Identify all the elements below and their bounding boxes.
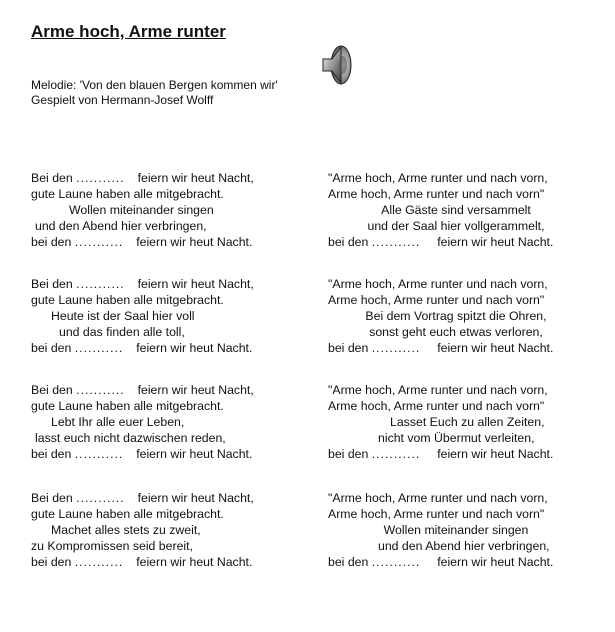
- verse-line: Bei dem Vortrag spitzt die Ohren,: [365, 309, 547, 323]
- verse-line: Arme hoch, Arme runter und nach vorn": [328, 187, 545, 201]
- verse-line: Lebt Ihr alle euer Leben,: [51, 415, 185, 429]
- played-by-line: Gespielt von Hermann-Josef Wolff: [31, 93, 214, 107]
- verse-line: sonst geht euch etwas verloren,: [369, 325, 543, 339]
- verse-line: nicht vom Übermut verleiten,: [378, 431, 535, 445]
- verse-line: lasst euch nicht dazwischen reden,: [35, 431, 226, 445]
- verse-line: "Arme hoch, Arme runter und nach vorn,: [328, 277, 548, 291]
- verse-line: "Arme hoch, Arme runter und nach vorn,: [328, 491, 548, 505]
- verse-line: "Arme hoch, Arme runter und nach vorn,: [328, 171, 548, 185]
- verse-line: Lasset Euch zu allen Zeiten,: [390, 415, 545, 429]
- verse-line: Arme hoch, Arme runter und nach vorn": [328, 399, 545, 413]
- verse-right-3: [328, 382, 584, 462]
- verse-line: bei den ........... feiern wir heut Nacht.: [31, 555, 253, 569]
- verse-line: und der Saal hier vollgerammelt,: [367, 219, 545, 233]
- verse-line: gute Laune haben alle mitgebracht.: [31, 399, 224, 413]
- verse-line: Alle Gäste sind versammelt: [381, 203, 531, 217]
- verse-line: und den Abend hier verbringen,: [378, 539, 550, 553]
- verse-line: bei den ........... feiern wir heut Nacht.: [328, 341, 554, 355]
- song-meta: [31, 78, 278, 108]
- verse-left-2: [31, 276, 281, 356]
- verse-line: bei den ........... feiern wir heut Nacht.: [328, 235, 554, 249]
- verse-line: Heute ist der Saal hier voll: [51, 309, 195, 323]
- verse-line: bei den ........... feiern wir heut Nacht.: [31, 447, 253, 461]
- verse-line: und das finden alle toll,: [59, 325, 185, 339]
- verse-line: Arme hoch, Arme runter und nach vorn": [328, 507, 545, 521]
- verse-line: "Arme hoch, Arme runter und nach vorn,: [328, 383, 548, 397]
- verse-line: Bei den ........... feiern wir heut Nacht,: [31, 277, 254, 291]
- verse-left-4: [31, 490, 281, 570]
- verse-line: zu Kompromissen seid bereit,: [31, 539, 193, 553]
- verse-line: Wollen miteinander singen: [383, 523, 529, 537]
- verse-line: Machet alles stets zu zweit,: [51, 523, 201, 537]
- verse-right-2: [328, 276, 584, 356]
- verse-line: Bei den ........... feiern wir heut Nacht,: [31, 383, 254, 397]
- verse-line: und den Abend hier verbringen,: [35, 219, 207, 233]
- speaker-icon[interactable]: [319, 44, 353, 86]
- verse-left-1: [31, 170, 281, 250]
- verse-line: gute Laune haben alle mitgebracht.: [31, 187, 224, 201]
- melody-line: Melodie: 'Von den blauen Bergen kommen wir': [31, 78, 278, 92]
- verse-line: Bei den ........... feiern wir heut Nacht,: [31, 171, 254, 185]
- verse-right-4: [328, 490, 584, 570]
- verse-line: Arme hoch, Arme runter und nach vorn": [328, 293, 545, 307]
- verse-line: bei den ........... feiern wir heut Nacht.: [31, 341, 253, 355]
- verse-line: bei den ........... feiern wir heut Nacht.: [328, 447, 554, 461]
- page-title: Arme hoch, Arme runter: [31, 22, 226, 41]
- verse-right-1: [328, 170, 584, 250]
- verse-line: gute Laune haben alle mitgebracht.: [31, 507, 224, 521]
- verse-line: bei den ........... feiern wir heut Nacht.: [31, 235, 253, 249]
- verse-line: Bei den ........... feiern wir heut Nacht,: [31, 491, 254, 505]
- verse-left-3: [31, 382, 281, 462]
- verse-line: gute Laune haben alle mitgebracht.: [31, 293, 224, 307]
- verse-line: bei den ........... feiern wir heut Nacht.: [328, 555, 554, 569]
- verse-line: Wollen miteinander singen: [69, 203, 214, 217]
